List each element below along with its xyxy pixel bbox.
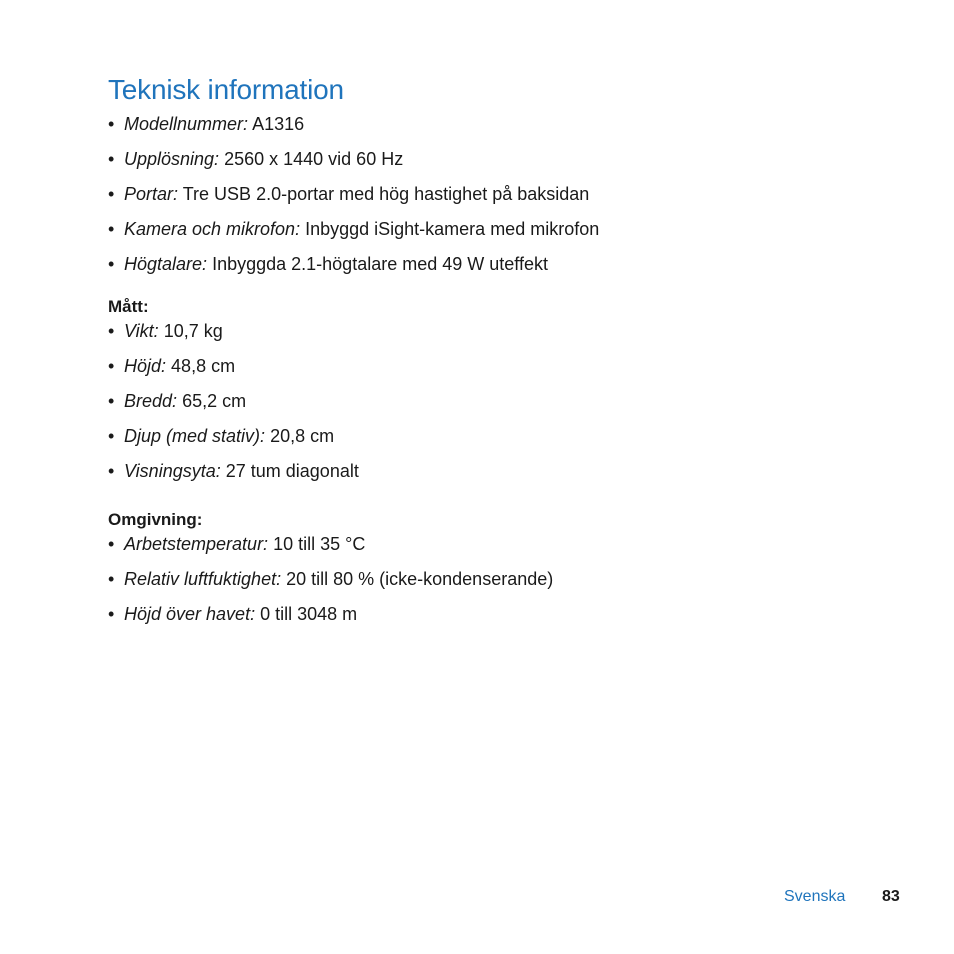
bullet-icon: • — [108, 569, 115, 589]
spec-item — [108, 112, 868, 147]
spec-value: 48,8 cm — [171, 356, 236, 376]
spec-item — [108, 424, 868, 459]
bullet-icon: • — [108, 461, 115, 481]
spec-item — [108, 459, 868, 494]
spec-label: Djup (med stativ): — [124, 426, 266, 446]
environment-section — [108, 508, 868, 637]
spec-label: Relativ luftfuktighet: — [124, 569, 282, 589]
spec-value: Tre USB 2.0-portar med hög hastighet på baksidan — [182, 184, 590, 204]
bullet-icon: • — [108, 149, 115, 169]
spec-value: 10,7 kg — [163, 321, 223, 341]
environment-list — [108, 532, 868, 637]
main-specs-list — [108, 112, 868, 287]
spec-label: Modellnummer: — [124, 114, 249, 134]
spec-item — [108, 147, 868, 182]
spec-label: Högtalare: — [124, 254, 208, 274]
spec-label: Höjd över havet: — [124, 604, 256, 624]
spec-label: Bredd: — [124, 391, 178, 411]
footer-section-name: Svenska — [784, 888, 846, 905]
spec-item — [108, 389, 868, 424]
bullet-icon: • — [108, 426, 115, 446]
spec-value: Inbyggda 2.1-högtalare med 49 W uteffekt — [212, 254, 548, 274]
spec-item — [108, 354, 868, 389]
spec-label: Vikt: — [124, 321, 159, 341]
bullet-icon: • — [108, 604, 115, 624]
bullet-icon: • — [108, 534, 115, 554]
spec-item — [108, 532, 868, 567]
dimensions-section — [108, 295, 868, 494]
spec-value: 65,2 cm — [182, 391, 247, 411]
spec-value: 0 till 3048 m — [260, 604, 358, 624]
environment-heading: Omgivning: — [108, 510, 203, 529]
spec-item — [108, 252, 868, 287]
footer-page-number: 83 — [882, 888, 900, 905]
spec-value: 2560 x 1440 vid 60 Hz — [224, 149, 404, 169]
bullet-icon: • — [108, 254, 115, 274]
page-title: Teknisk information — [108, 74, 344, 105]
bullet-icon: • — [108, 184, 115, 204]
spec-item — [108, 182, 868, 217]
spec-item — [108, 602, 868, 637]
spec-label: Portar: — [124, 184, 179, 204]
bullet-icon: • — [108, 114, 115, 134]
spec-item — [108, 319, 868, 354]
bullet-icon: • — [108, 219, 115, 239]
spec-label: Visningsyta: — [124, 461, 221, 481]
bullet-icon: • — [108, 321, 115, 341]
bullet-icon: • — [108, 391, 115, 411]
spec-value: 10 till 35 °C — [273, 534, 366, 554]
spec-label: Kamera och mikrofon: — [124, 219, 301, 239]
bullet-icon: • — [108, 356, 115, 376]
spec-value: 20,8 cm — [270, 426, 335, 446]
spec-value: 20 till 80 % (icke-kondenserande) — [286, 569, 554, 589]
dimensions-heading: Mått: — [108, 297, 149, 316]
spec-label: Arbetstemperatur: — [124, 534, 269, 554]
spec-item — [108, 217, 868, 252]
spec-label: Upplösning: — [124, 149, 220, 169]
spec-value: Inbyggd iSight-kamera med mikrofon — [305, 219, 600, 239]
spec-value: A1316 — [252, 114, 305, 134]
spec-label: Höjd: — [124, 356, 167, 376]
spec-value: 27 tum diagonalt — [225, 461, 359, 481]
main-specs-section — [108, 112, 868, 287]
spec-item — [108, 567, 868, 602]
dimensions-list — [108, 319, 868, 494]
